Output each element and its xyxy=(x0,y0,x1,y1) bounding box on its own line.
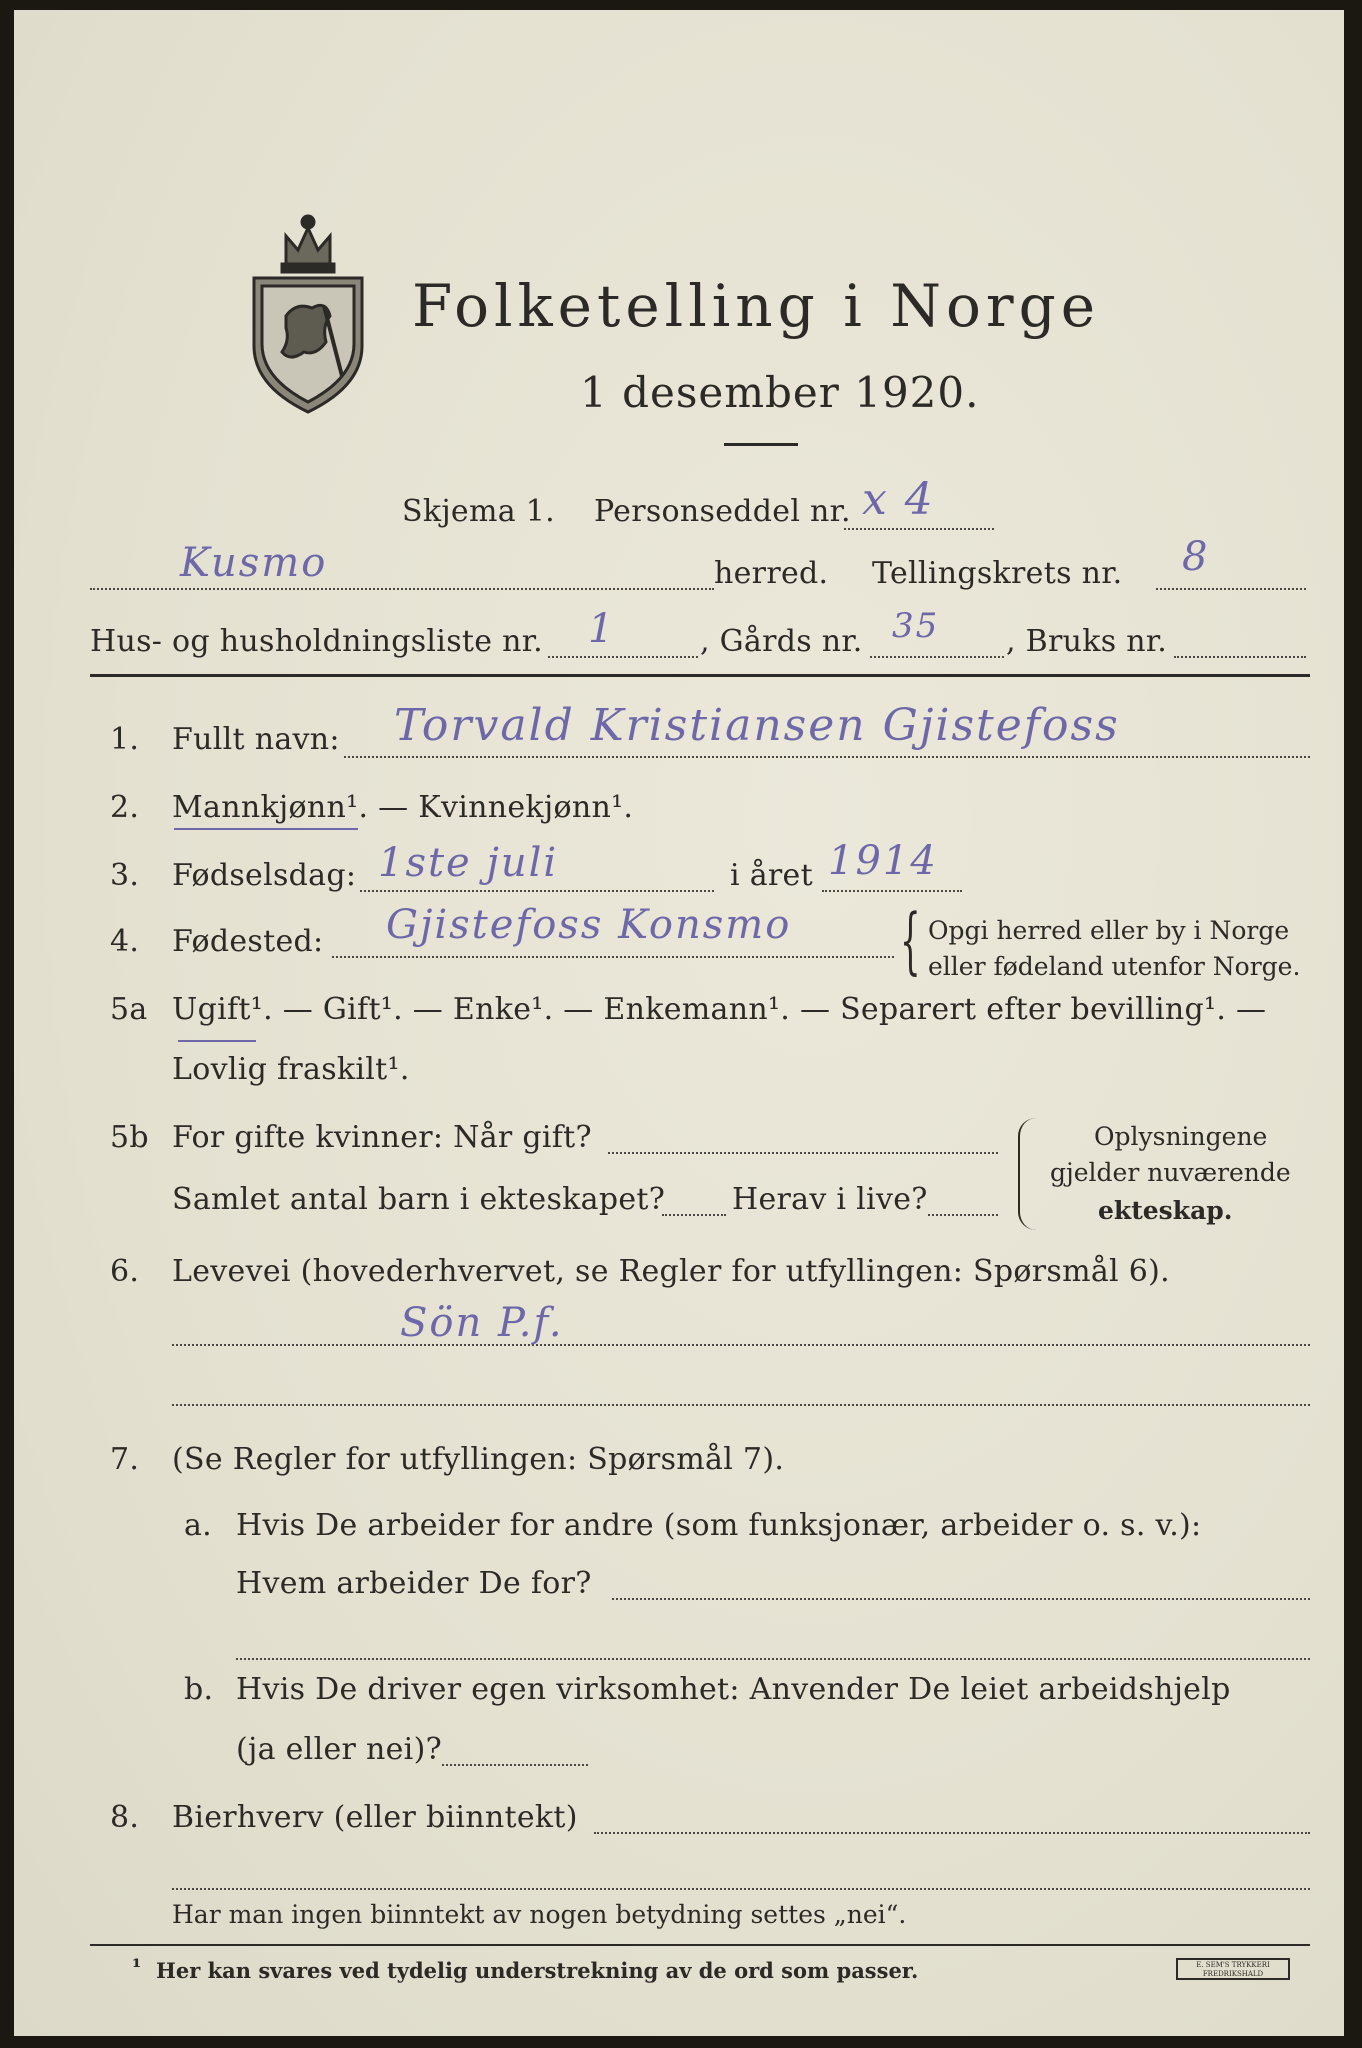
hus-value: 1 xyxy=(588,606,616,652)
personseddel-field-line xyxy=(844,528,994,530)
gards-value: 35 xyxy=(892,606,940,646)
q2-number: 2. xyxy=(110,790,140,825)
printer-stamp: E. SEM'S TRYKKERI FREDRIKSHALD xyxy=(1176,1958,1290,1980)
q4-note-line1: Opgi herred eller by i Norge xyxy=(928,916,1290,945)
q5b-note-line1: Oplysningene xyxy=(1094,1122,1268,1151)
hus-field-line xyxy=(548,656,698,658)
q6-label: Levevei (hovederhvervet, se Regler for utfyllingen: Spørsmål 6). xyxy=(172,1254,1170,1289)
mannkjonn-underline xyxy=(174,828,358,830)
q3-label: Fødselsdag: xyxy=(172,858,357,893)
q4-label: Fødested: xyxy=(172,924,324,959)
full-name-value: Torvald Kristiansen Gjistefoss xyxy=(394,700,1120,751)
tellingskrets-label: Tellingskrets nr. xyxy=(872,556,1123,591)
q5b-married-field-line xyxy=(608,1152,998,1154)
q3-date-field-line xyxy=(360,890,714,892)
q8-label: Bierhverv (eller biinntekt) xyxy=(172,1800,578,1835)
gards-field-line xyxy=(870,656,1004,658)
q7b-number: b. xyxy=(184,1672,214,1707)
q5b-brace xyxy=(1018,1118,1040,1230)
q5a-line1: Ugift¹. — Gift¹. — Enke¹. — Enkemann¹. — Separert efter bevilling¹. — xyxy=(172,992,1267,1027)
q5b-line1: For gifte kvinner: Når gift? xyxy=(172,1120,592,1155)
birth-year-value: 1914 xyxy=(828,838,938,884)
q6-field-line-2 xyxy=(172,1404,1310,1406)
q7b-line2: (ja eller nei)? xyxy=(236,1732,442,1767)
q3-year-label: i året xyxy=(730,858,813,893)
q7a-number: a. xyxy=(184,1508,213,1543)
personseddel-label: Personseddel nr. xyxy=(594,494,851,529)
occupation-value: Sön P.f. xyxy=(400,1300,564,1346)
q6-field-line-1 xyxy=(172,1344,1310,1346)
q4-note-line2: eller fødeland utenfor Norge. xyxy=(928,952,1301,981)
q5b-note-line2: gjelder nuværende xyxy=(1050,1158,1291,1187)
form-title: Folketelling i Norge xyxy=(412,272,1101,340)
footer-rule xyxy=(90,1944,1310,1946)
q4-field-line xyxy=(332,956,894,958)
q5a-number: 5a xyxy=(110,992,148,1027)
q7-label: (Se Regler for utfyllingen: Spørsmål 7). xyxy=(172,1442,785,1477)
q5b-alive-field-line xyxy=(928,1214,998,1216)
q7-number: 7. xyxy=(110,1442,140,1477)
header-rule xyxy=(90,674,1310,677)
q5b-children-label: Samlet antal barn i ekteskapet? xyxy=(172,1182,666,1217)
bruks-label: , Bruks nr. xyxy=(1006,624,1168,659)
q7a-line1: Hvis De arbeider for andre (som funksjonær, arbeider o. s. v.): xyxy=(236,1508,1202,1543)
q7a-field-line-1 xyxy=(612,1598,1310,1600)
tellingskrets-field-line xyxy=(1156,588,1306,590)
norway-coat-of-arms-icon xyxy=(246,206,370,418)
herred-value: Kusmo xyxy=(180,540,328,586)
census-date: 1 desember 1920. xyxy=(580,368,980,417)
footnote-marker: ¹ xyxy=(132,1954,142,1979)
q2-label: Mannkjønn¹. — Kvinnekjønn¹. xyxy=(172,790,634,825)
q8-field-line-2 xyxy=(172,1888,1310,1890)
q8-number: 8. xyxy=(110,1800,140,1835)
q5b-children-field-line xyxy=(662,1214,726,1216)
tellingskrets-value: 8 xyxy=(1182,534,1210,580)
bruks-field-line xyxy=(1174,656,1306,658)
title-divider xyxy=(724,443,798,446)
q4-number: 4. xyxy=(110,924,140,959)
q5b-alive-label: Herav i live? xyxy=(732,1182,928,1217)
gards-label: , Gårds nr. xyxy=(700,624,863,659)
q7b-field-line xyxy=(442,1764,588,1766)
birthplace-value: Gjistefoss Konsmo xyxy=(386,902,792,948)
birthday-value: 1ste juli xyxy=(378,840,559,886)
q4-brace: { xyxy=(900,898,921,982)
q7a-field-line-2 xyxy=(236,1658,1310,1660)
q6-number: 6. xyxy=(110,1254,140,1289)
q3-year-field-line xyxy=(822,890,962,892)
q5b-note-line3: ekteskap. xyxy=(1098,1196,1233,1225)
q1-number: 1. xyxy=(110,722,140,757)
herred-label: herred. xyxy=(714,556,829,591)
q1-label: Fullt navn: xyxy=(172,722,340,757)
herred-field-line xyxy=(90,588,714,590)
q1-field-line xyxy=(344,756,1310,758)
q5a-line2: Lovlig fraskilt¹. xyxy=(172,1052,410,1087)
biinntekt-note: Har man ingen biinntekt av nogen betydning settes „nei“. xyxy=(172,1900,907,1929)
ugift-underline xyxy=(178,1040,256,1042)
skjema-label: Skjema 1. xyxy=(402,494,555,529)
q5b-number: 5b xyxy=(110,1120,149,1155)
footnote-text: Her kan svares ved tydelig understrekning av de ord som passer. xyxy=(156,1958,919,1983)
personseddel-value: x 4 xyxy=(862,474,935,525)
hus-label: Hus- og husholdningsliste nr. xyxy=(90,624,543,659)
q7a-line2: Hvem arbeider De for? xyxy=(236,1566,592,1601)
census-form-sheet xyxy=(14,10,1344,2036)
q3-number: 3. xyxy=(110,858,140,893)
q7b-line1: Hvis De driver egen virksomhet: Anvender De leiet arbeidshjelp xyxy=(236,1672,1231,1707)
q8-field-line-1 xyxy=(594,1832,1310,1834)
